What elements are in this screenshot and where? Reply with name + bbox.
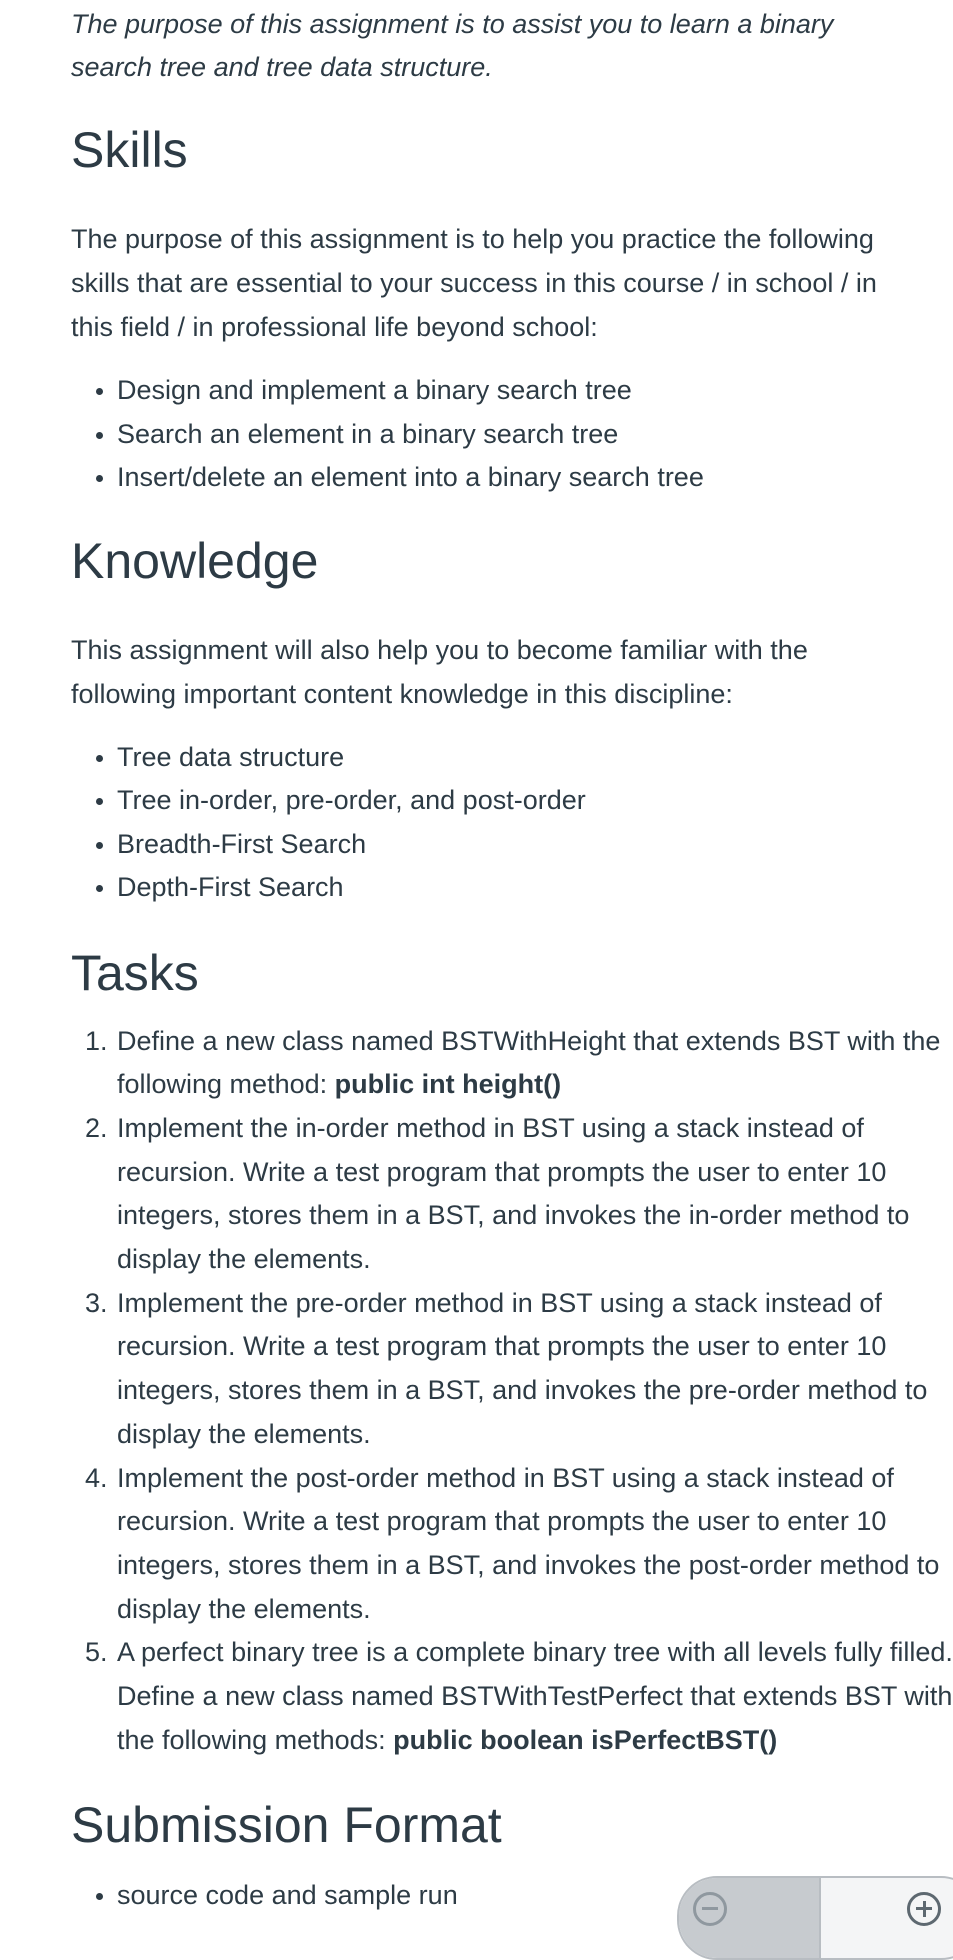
task-number: 4. xyxy=(85,1462,108,1493)
zoom-in-button[interactable] xyxy=(821,1878,953,1958)
task-number: 5. xyxy=(85,1637,108,1668)
assignment-content xyxy=(71,0,953,1918)
task-method-signature: public boolean isPerfectBST() xyxy=(393,1724,778,1755)
task-item-3 xyxy=(85,1282,953,1457)
list-item: Insert/delete an element into a binary search tree xyxy=(117,456,901,500)
task-text: Define a new class named BSTWithHeight that extends BST with the following method: xyxy=(117,1025,941,1100)
knowledge-heading: Knowledge xyxy=(71,532,319,589)
skills-list xyxy=(71,369,901,500)
tasks-heading: Tasks xyxy=(71,944,199,1001)
task-item-1 xyxy=(85,1020,953,1107)
task-text: Implement the pre-order method in BST using a stack instead of recursion. Write a test program that prompts the user to enter 10 integers, stores them in a BST, and invokes the pre-order method to display the elements. xyxy=(117,1287,928,1449)
task-item-2 xyxy=(85,1107,953,1282)
knowledge-paragraph: This assignment will also help you to become familiar with the following important content knowledge in this discipline: xyxy=(71,634,808,709)
task-number: 2. xyxy=(85,1112,108,1143)
intro-text: The purpose of this assignment is to assist you to learn a binary search tree and tree data structure. xyxy=(71,9,834,82)
list-item: Design and implement a binary search tree xyxy=(117,369,901,413)
task-number: 1. xyxy=(85,1025,108,1056)
skills-heading: Skills xyxy=(71,122,188,178)
knowledge-list xyxy=(71,736,901,910)
submission-heading: Submission Format xyxy=(71,1797,502,1854)
task-text: Implement the post-order method in BST using a stack instead of recursion. Write a test program that prompts the user to enter 10 integers, stores them in a BST, and invokes the post-order method to display the elements. xyxy=(117,1462,940,1624)
zoom-out-icon xyxy=(693,1892,727,1926)
zoom-control xyxy=(677,1876,953,1960)
zoom-out-button[interactable] xyxy=(679,1878,821,1958)
task-method-signature: public int height() xyxy=(334,1069,562,1100)
task-number: 3. xyxy=(85,1287,108,1318)
zoom-in-icon xyxy=(907,1892,941,1926)
skills-paragraph: The purpose of this assignment is to help you practice the following skills that are essential to your success in this course / in school / in this field / in professional life beyond school: xyxy=(71,224,877,342)
task-text: A perfect binary tree is a complete binary tree with all levels fully filled. Define a new class named BSTWithTestPerfect that extends BST with the following methods: xyxy=(117,1637,953,1755)
tasks-list xyxy=(71,1020,953,1763)
list-item: Depth-First Search xyxy=(117,866,901,910)
task-text: Implement the in-order method in BST using a stack instead of recursion. Write a test program that prompts the user to enter 10 integers, stores them in a BST, and invokes the in-order method to display the elements. xyxy=(117,1112,910,1275)
list-item: Tree data structure xyxy=(117,736,901,780)
task-item-5 xyxy=(85,1631,953,1762)
list-item: Search an element in a binary search tree xyxy=(117,413,901,457)
task-item-4 xyxy=(85,1457,953,1632)
list-item: Tree in-order, pre-order, and post-order xyxy=(117,779,901,823)
list-item: source code and sample run xyxy=(117,1874,901,1918)
list-item: Breadth-First Search xyxy=(117,823,901,867)
